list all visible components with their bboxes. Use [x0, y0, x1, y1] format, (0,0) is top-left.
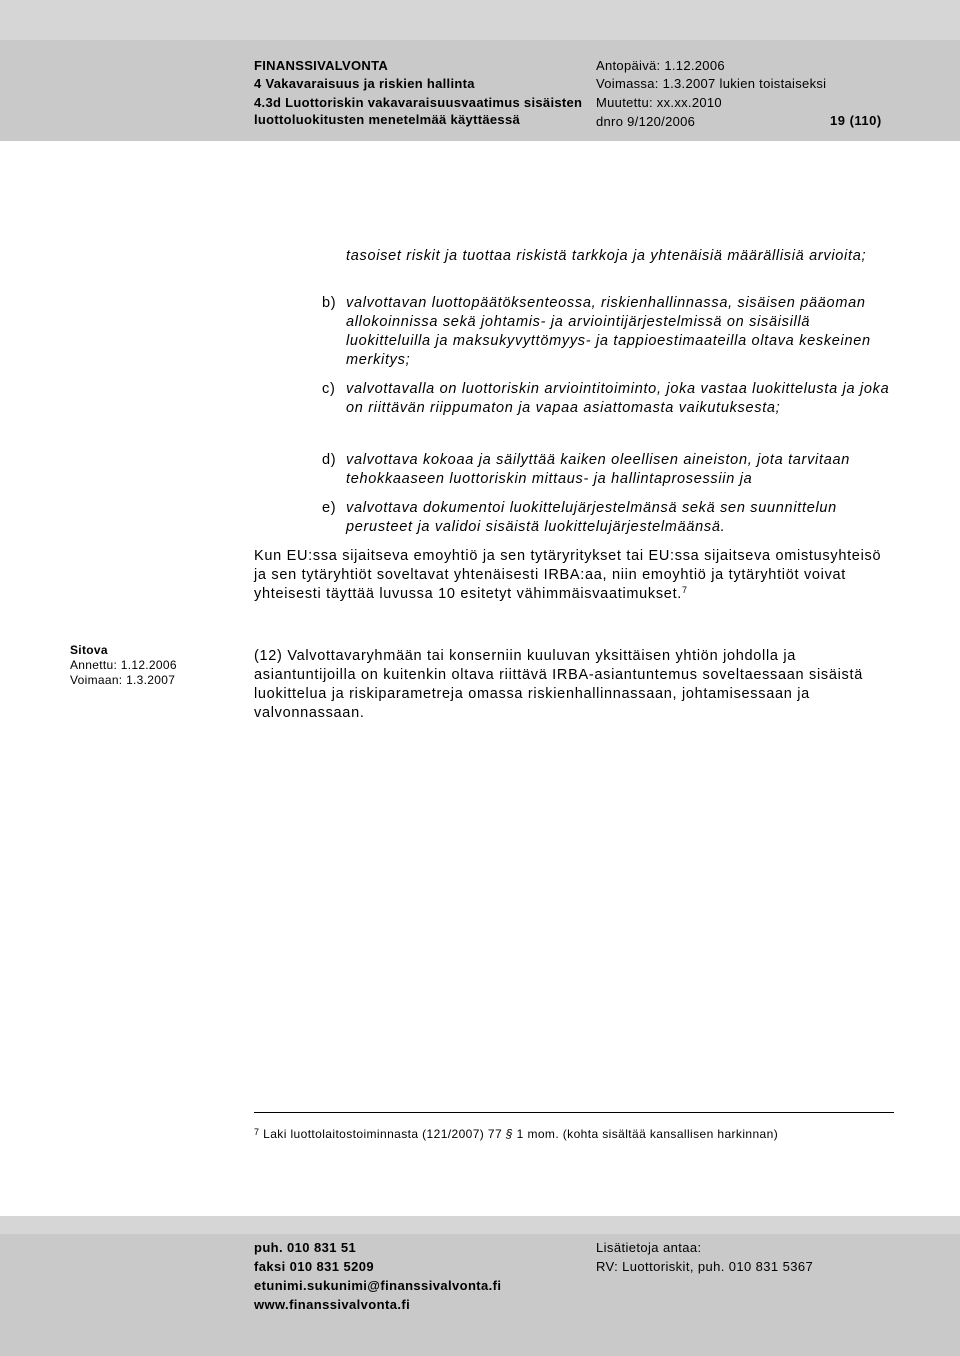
header-ref: dnro 9/120/2006 — [596, 114, 696, 129]
margin-note-issued: Annettu: 1.12.2006 — [70, 658, 177, 672]
header-section: 4 Vakavaraisuus ja riskien hallinta — [254, 76, 475, 91]
list-text: valvottavan luottopäätöksenteossa, riskienhallinnassa, sisäisen pääoman allokoinnissa sekä johtamis- ja arviointijärjestelmissä on sisäisillä luokitteluilla ja maksukyvyttömyys- ja tappioestimaateilla oltava keskeinen merkitys; — [346, 295, 871, 368]
list-marker: d) — [322, 452, 337, 468]
header-org: FINANSSIVALVONTA — [254, 58, 389, 73]
footer-fax: faksi 010 831 5209 — [254, 1259, 374, 1274]
footer-phone: puh. 010 831 51 — [254, 1240, 357, 1255]
paragraph-text: Kun EU:ssa sijaitseva emoyhtiö ja sen tytäryritykset tai EU:ssa sijaitseva omistusyhteisö ja sen tytäryhtiöt soveltavat yhtenäisesti IRBA:aa, niin emoyhtiö ja tytäryhtiöt voivat yhteisesti täyttää luvussa 10 esitetyt vähimmäisvaatimukset. — [254, 548, 882, 602]
list-item-d — [322, 451, 894, 489]
footnote-text-rest: 1 mom. (kohta sisältää kansallisen harkinnan) — [512, 1127, 779, 1141]
margin-note — [70, 643, 177, 688]
intro-text: tasoiset riskit ja tuottaa riskistä tarkkoja ja yhtenäisiä määrällisiä arvioita; — [346, 248, 867, 264]
footnote-ref[interactable]: 7 — [682, 585, 688, 595]
list-text: valvottava kokoaa ja säilyttää kaiken oleellisen aineiston, jota tarvitaan tehokkaaseen luottoriskin mittaus- ja hallintaprosessiin ja — [346, 452, 850, 487]
header-modified: Muutettu: xx.xx.2010 — [596, 95, 722, 110]
page-number: 19 (110) — [830, 113, 882, 128]
margin-note-in-force: Voimaan: 1.3.2007 — [70, 673, 176, 687]
footer-info-contact: RV: Luottoriskit, puh. 010 831 5367 — [596, 1259, 814, 1274]
footnote-divider — [254, 1112, 894, 1113]
footer-info-label: Lisätietoja antaa: — [596, 1240, 702, 1255]
footnote-section-sign: § — [505, 1127, 513, 1141]
margin-note-title: Sitova — [70, 643, 108, 657]
list-marker: e) — [322, 500, 337, 516]
footnote — [254, 1126, 778, 1142]
footnote-number: 7 — [254, 1127, 260, 1137]
list-marker: c) — [322, 381, 336, 397]
list-text: valvottavalla on luottoriskin arviointitoiminto, joka vastaa luokittelusta ja joka on riittävän riippumaton ja vapaa asiattomasta vaikutuksesta; — [346, 381, 890, 416]
header-issued: Antopäivä: 1.12.2006 — [596, 58, 725, 73]
list-text: valvottava dokumentoi luokittelujärjestelmänsä sekä sen suunnittelun perusteet ja validoi sisäistä luokittelujärjestelmäänsä. — [346, 500, 837, 535]
list-marker: b) — [322, 295, 337, 311]
list-item-b — [322, 294, 894, 370]
parent-company-paragraph — [254, 547, 894, 604]
footer-website[interactable]: www.finanssivalvonta.fi — [254, 1297, 411, 1312]
header-valid: Voimassa: 1.3.2007 lukien toistaiseksi — [596, 76, 827, 91]
paragraph-12: (12) Valvottavaryhmään tai konserniin kuuluvan yksittäisen yhtiön johdolla ja asiantuntijoilla on kuitenkin oltava riittävä IRBA-asiantuntemus soveltaessaan sisäistä luokittelua ja riskiparametreja omassa riskienhallinnassaan, johtamisessaan ja valvonnassaan. — [254, 648, 863, 721]
footer-email[interactable]: etunimi.sukunimi@finanssivalvonta.fi — [254, 1278, 502, 1293]
list-item-c — [322, 380, 894, 418]
header-subsection: 4.3d Luottoriskin vakavaraisuusvaatimus sisäisten luottoluokitusten menetelmää käyttäessä — [254, 95, 583, 127]
list-item-e — [322, 499, 894, 537]
footnote-text: Laki luottolaitostoiminnasta (121/2007) 77 — [263, 1127, 506, 1141]
